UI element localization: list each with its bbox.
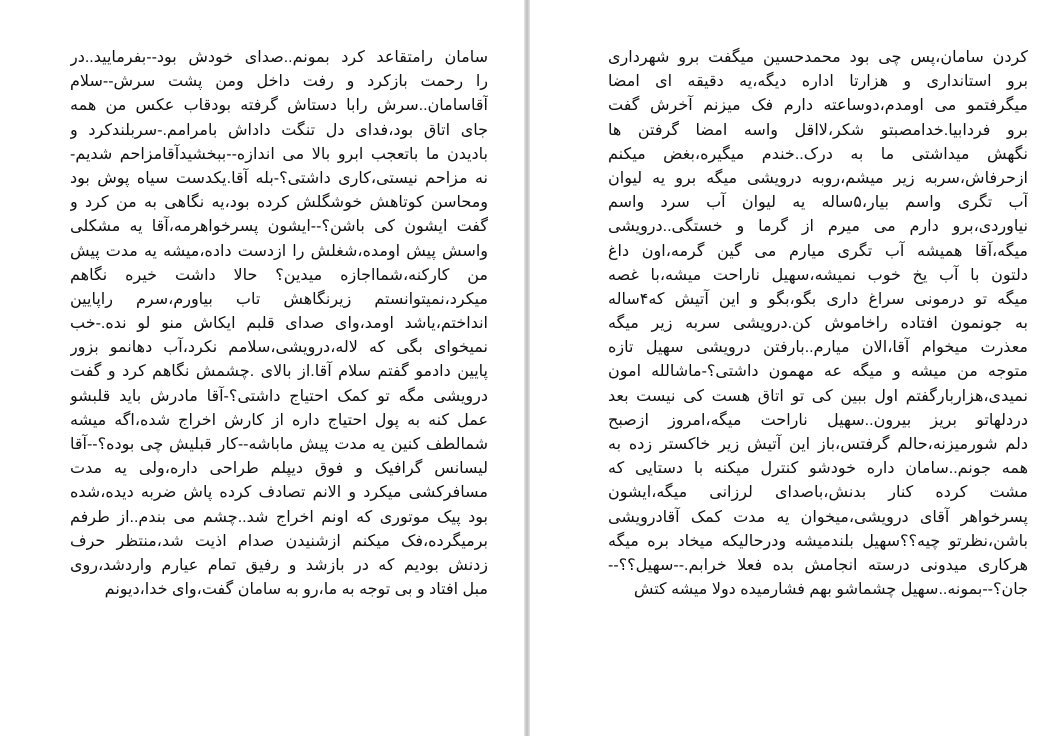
- left-page-line: برمیگرده،فک میکنم ازشنیدن صدام اذیت شد،منتظر حرف: [70, 532, 488, 550]
- left-page-line: جای اتاق بود،فدای دل تنگت داداش بامرامم.-سربلندکرد و: [70, 121, 488, 139]
- right-page-text: [608, 46, 1028, 602]
- left-page-line: بادیدن ما باتعجب ابرو بالا می اندازه--ببخشیدآقامزاحم شدیم-: [70, 145, 488, 163]
- right-page-line: نگهش میداشتی ما به درک..خندم میگیره،بغض میکنم: [608, 145, 1028, 163]
- left-page-line: میکرد،نمیتوانستم زیرنگاهش تاب بیاورم،سرم راپایین: [70, 290, 488, 308]
- left-page-line: نه مزاحم نیستی،کاری داشتی؟-بله آقا.یکدست سیاه پوش بود: [70, 169, 488, 187]
- right-page-line: باشن،نظرتو چیه؟؟سهیل بلندمیشه ودرحالیکه میخاد بره میگه: [608, 532, 1028, 550]
- right-page-line: جان؟--بمونه..سهیل چشماشو بهم فشارمیده دولا میشه کتش: [633, 581, 1028, 599]
- right-page-line: برو فردابیا.خدامصبتو شکر،لااقل واسه امضا گرفتن ها: [608, 121, 1028, 139]
- left-page-line: مسافرکشی میکرد و الانم تصادف کرده پاش ضربه دیده،شده: [70, 484, 488, 502]
- left-page-line: نمیخوای بگی که لاله،درویشی،سلامم نکرد،آب دهانمو بزور: [70, 339, 488, 357]
- right-page-line: میگه،آقا همیشه آب تگری میارم می گین گرمه،اون داغ: [608, 242, 1028, 260]
- right-page-line: نمیدی،هزاربارگفتم اول ببین کی تو اتاق هست کی نیست بعد: [608, 387, 1028, 405]
- left-page-line: لیسانس گرافیک و فوق دیپلم طراحی داره،ولی یه مدت: [70, 460, 488, 478]
- left-page-text: [70, 46, 488, 602]
- right-page-line: دلتون با آب یخ خوب نمیشه،سهیل ناراحت میشه،با غصه: [608, 266, 1028, 284]
- left-page-line: انداختم،یاشد اومد،وای صدای قلبم ایکاش منو لو نده.-خب: [70, 315, 488, 333]
- left-page-line: من کارکنه،شمااجازه میدین؟ حالا داشت خیره نگاهم: [70, 266, 488, 284]
- left-page-line: بود پیک موتوری که اونم اخراج شد..چشم می بندم..از طرفم: [70, 508, 488, 526]
- book-gutter: [524, 0, 530, 736]
- right-page-line: مشت کرده کنار بدنش،باصدای لرزانی میگه،ایشون: [608, 484, 1028, 502]
- right-page-line: دلم شورمیزنه،حالم گرفتس،باز این آتیش زیر خاکستر زده به: [608, 436, 1028, 453]
- left-page-line: درویشی مگه تو کمک احتیاج داشتی؟-آقا مادرش باید قلبشو: [70, 387, 488, 405]
- left-page-line: شمالطف کنین یه مدت پیش ماباشه--کار قبلیش چی بوده؟--آقا: [70, 436, 488, 453]
- right-page-line: آب تگری واسم بیار،۵ساله یه لیوان آب سرد واسم: [608, 194, 1028, 212]
- left-page-line: مبل افتاد و بی توجه به ما،رو به سامان گفت،وای خدا،دیونم: [104, 581, 488, 599]
- right-page-line: به جونمون افتاده راخاموش کن.درویشی سربه زیر میگه: [608, 315, 1028, 333]
- right-page-line: معذرت میخوام آقا،الان میارم..بارفتن درویشی سهیل تازه: [608, 339, 1028, 357]
- left-page-line: سامان رامتقاعد کرد بمونم..صدای خودش بود--بفرمایید..در: [70, 49, 488, 66]
- right-page-line: پسرخواهر آقای درویشی،میخوان یه مدت کمک آقادرویشی: [608, 508, 1028, 526]
- right-page-line: برو استانداری و هزارتا اداره دیگه،یه دقیقه ای امضا: [608, 73, 1028, 91]
- left-page-line: گفت ایشون کی باشن؟--ایشون پسرخواهرمه،آقا یه مشکلی: [70, 218, 488, 236]
- left-page-line: آقاسامان..سرش رابا دستاش گرفته بودقاب عکس من همه: [70, 97, 488, 115]
- right-page-line: هرکاری میدونی درسته انجامش بده فعلا خرابم.--سهیل؟؟--: [608, 556, 1028, 574]
- right-page-line: کردن سامان،پس چی بود محمدحسین میگفت برو شهرداری: [608, 49, 1028, 66]
- right-page-line: همه جونم..سامان داره خودشو کنترل میکنه با دستایی که: [608, 460, 1028, 478]
- right-page-line: نیاوردی،برو دارم می میرم از گرما و خستگی..درویشی: [608, 218, 1028, 236]
- right-page-line: ازحرفاش،سربه زیر میشم،روبه درویشی میگه برو یه لیوان: [608, 169, 1028, 187]
- left-page-line: را رحمت بازکرد و رفت داخل ومن پشت سرش--سلام: [70, 73, 488, 91]
- right-page-line: میگرفتمو می اومدم،دوساعته دارم فک میزنم آخرش گفت: [608, 97, 1028, 115]
- right-page-line: میگه تو درمونی سراغ داری بگو،بگو و این آتیش که۴ساله: [608, 290, 1028, 308]
- right-page-line: دردلهاتو بریز بیرون..سهیل ناراحت میگه،امروز ازصبح: [608, 411, 1028, 429]
- left-page-line: ومحاسن کوتاهش خوشگلش کرده بود،یه نگاهی به من کرد و: [70, 194, 488, 212]
- right-page-line: متوجه من میشه و میگه عه مهمون داشتی؟-ماشالله امون: [608, 363, 1028, 381]
- left-page-line: پایین دادمو گفتم سلام آقا.از بالای .چشمش نگاهم کرد و گفت: [70, 363, 488, 381]
- left-page-line: عمل کنه به پول احتیاج داره از کارش اخراج شده،اگه میشه: [70, 411, 488, 429]
- left-page-line: واسش پیش اومده،شغلش را ازدست داده،میشه یه مدت پیش: [70, 242, 488, 260]
- left-page-line: زدنش بودیم که در بازشد و رفیق تمام عیارم واردشد،روی: [70, 556, 488, 574]
